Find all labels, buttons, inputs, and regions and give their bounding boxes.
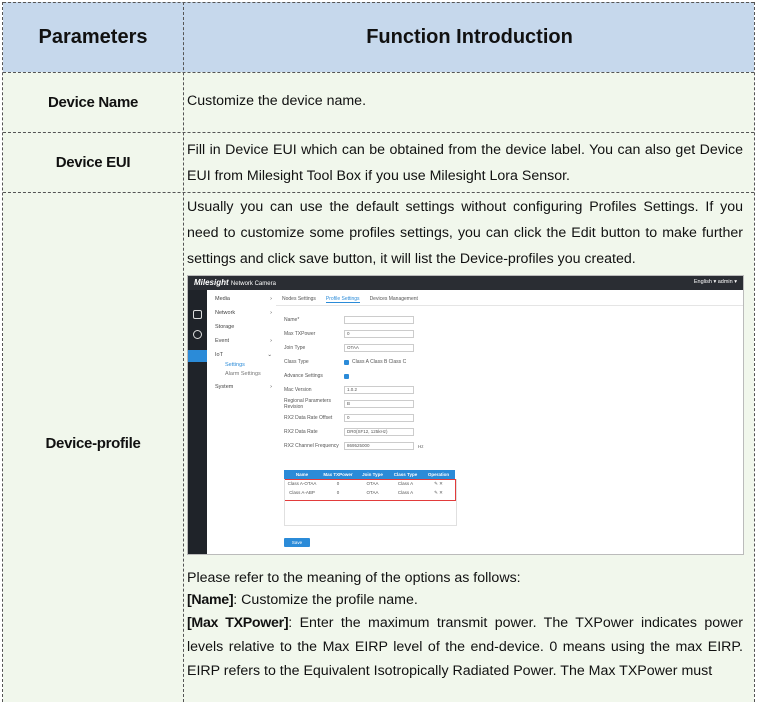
profile-table-body [284, 479, 457, 526]
settings-icon [188, 350, 207, 362]
profile-table-header: Name Max TXPower Join Type Class Type Operation [284, 470, 455, 479]
refer-text: Please refer to the meaning of the options as follows: [187, 570, 521, 586]
desc-device-eui: Fill in Device EUI which can be obtained from the device label. You can also get Device EUI from Milesight Tool Box if you use Milesight Lora Sensor. [187, 142, 743, 184]
form-row-advance-settings: Advance Settings [284, 372, 352, 380]
icon-sidebar [188, 290, 207, 554]
header-function-introduction: Function Introduction [366, 25, 573, 48]
checkbox-icon [344, 374, 349, 379]
tab-devices-management: Devices Management [369, 296, 418, 302]
edit-delete-icons: ✎ ✕ [434, 480, 443, 486]
header-parameters: Parameters [38, 25, 148, 48]
menu-item-iot: IoT ⌄ [215, 352, 272, 358]
live-view-icon [193, 310, 202, 319]
tab-divider [276, 305, 743, 306]
desc-device-name: Customize the device name. [187, 93, 367, 109]
table-row: Class A-OTAA 0 OTAA Class A ✎ ✕ [284, 479, 455, 488]
menu-item-network: Network › [215, 310, 272, 316]
desc-device-profile-intro: Usually you can use the default settings without configuring Profiles Settings. If you need to customize some profiles settings, you can click the Edit button to make further settings and click save button, it will list the Device-profiles you created. [187, 199, 743, 267]
option-max-txpower: [Max TXPower]: Enter the maximum transmit power. The TXPower indicates power levels relative to the Max EIRP level of the end-device. 0 means using the max EIRP. EIRP refers to the Equivalent Isotropically Radiated Power. The Max TXPower must [187, 615, 743, 679]
option-name: [Name]: Customize the profile name. [187, 592, 418, 608]
playback-icon [193, 330, 202, 339]
menu-item-storage: Storage [215, 324, 235, 330]
top-right-menu: English ▾ admin ▾ [693, 279, 737, 285]
form-row-join-type: Join Type OTAA [284, 344, 414, 352]
form-row-rx2-frequency: RX2 Channel Frequency 869525000 Hz [284, 443, 424, 449]
milesight-logo: Milesight Network Camera [194, 278, 276, 287]
tab-nodes-settings: Nodes Settings [282, 296, 316, 302]
app-topbar [188, 276, 743, 290]
menu-item-event: Event › [215, 338, 272, 344]
form-row-rx2-offset: RX2 Data Rate Offset 0 [284, 414, 414, 422]
profile-settings-screenshot [187, 275, 744, 555]
save-button: Save [284, 538, 310, 547]
column-divider [183, 2, 184, 702]
tab-profile-settings: Profile Settings [325, 296, 360, 302]
tab-bar [282, 296, 418, 303]
menu-item-alarm-settings: Alarm Settings [225, 371, 261, 377]
param-device-profile: Device-profile [45, 434, 141, 452]
menu-item-settings: Settings [225, 362, 245, 368]
edit-delete-icons: ✎ ✕ [434, 489, 443, 495]
param-device-eui: Device EUI [55, 153, 131, 171]
checkbox-icon [344, 360, 349, 365]
desc-device-profile-options [187, 567, 743, 683]
form-row-class-type: Class Type Class A Class B Class C [284, 359, 407, 365]
form-row-max-txpower: Max TXPower 0 [284, 330, 414, 338]
form-row-regional-parameters: Regional Parameters Revision B [284, 400, 414, 408]
param-device-name: Device Name [47, 93, 139, 111]
profile-settings-panel [276, 290, 743, 554]
table-row: Class A-ABP 0 OTAA Class A ✎ ✕ [284, 488, 455, 497]
form-row-mac-version: Mac Version 1.0.2 [284, 386, 414, 394]
form-row-name: Name* [284, 316, 414, 324]
menu-item-system: System › [215, 384, 272, 390]
menu-item-media: Media › [215, 296, 272, 302]
form-row-rx2-data-rate: RX2 Data Rate DR0(SF12, 125kHz) [284, 428, 414, 436]
settings-menu [207, 290, 277, 554]
